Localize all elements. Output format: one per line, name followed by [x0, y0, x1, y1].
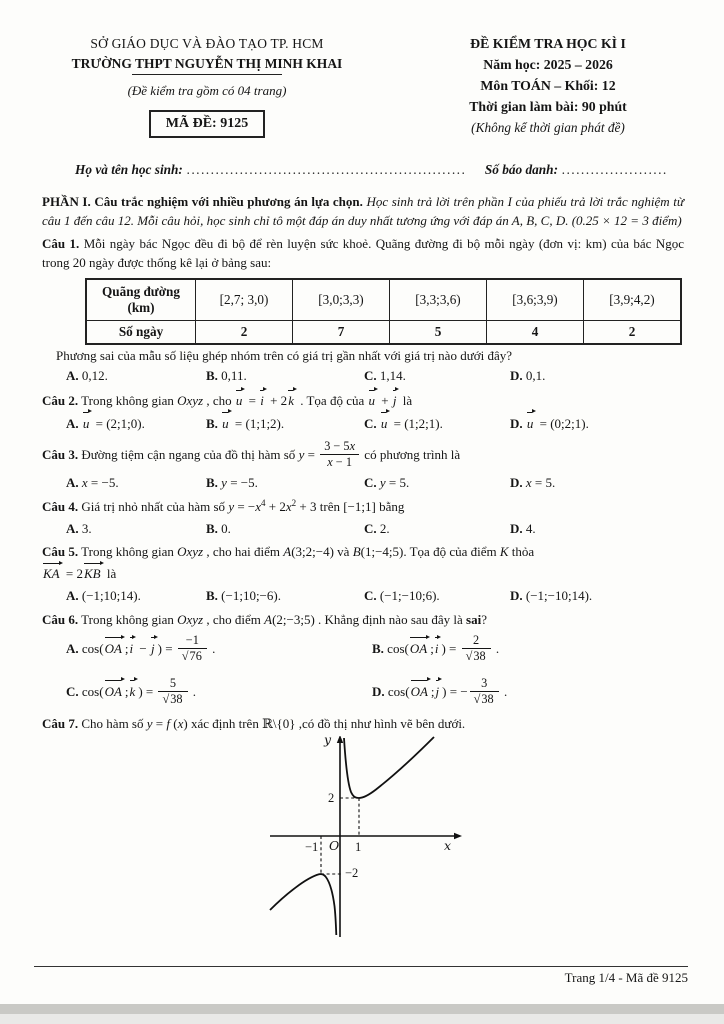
question-3-options [66, 473, 684, 493]
question-7 [42, 715, 684, 734]
option-text: 1,14. [376, 368, 406, 384]
math-text: y [298, 446, 305, 462]
option-text: 0,1. [522, 368, 546, 384]
question-6-label: Câu 6. [42, 611, 79, 627]
option-d [510, 519, 684, 539]
vector-symbol: u [526, 413, 537, 434]
question-5-options [66, 586, 684, 606]
option-text: u = (1;1;2). [218, 416, 284, 431]
option-text: cos(OA ;j ) = − $\frac{3}{√38}$ . [384, 675, 508, 706]
option-a [66, 473, 206, 493]
option-key: B. [206, 520, 218, 536]
part1-title: PHẦN I. Câu trắc nghiệm với nhiều phương án lựa chọn. [42, 194, 363, 210]
option-text: cos(OA ;i − j ) = $\frac{-1}{√76}$ . [78, 633, 216, 664]
question-4-label: Câu 4. [42, 499, 79, 515]
fraction: $\frac{-1}{√76}$ [178, 634, 207, 664]
option-d [510, 473, 684, 493]
table-data-cell: 4 [487, 321, 584, 345]
vector-symbol: OA [104, 638, 125, 659]
student-name-label: Họ và tên học sinh: [75, 162, 183, 178]
vector-symbol: j [392, 391, 400, 411]
question-5-stem-line2: KA = 2KB là [42, 564, 684, 584]
option-d [510, 586, 684, 606]
math-text: K [499, 544, 509, 560]
math-text: Oxyz [177, 544, 204, 560]
option-c [364, 413, 510, 434]
question-5-label: Câu 5. [42, 544, 79, 560]
question-4 [42, 497, 684, 517]
option-key: A. [66, 520, 79, 536]
function-graph [268, 732, 468, 939]
option-text: y = 5. [379, 474, 410, 490]
option-c [364, 519, 510, 539]
footer [34, 966, 688, 986]
table-header-cell: [3,0;3,3) [293, 279, 390, 321]
square-root: √38 [162, 691, 183, 706]
header-right [412, 34, 684, 138]
student-name-dots: .......................................................... [186, 162, 467, 178]
table-header-row [86, 279, 681, 321]
vector-symbol: OA [410, 681, 431, 702]
option-key: A. [66, 474, 79, 490]
question-7-stem: Cho hàm số y = f (x) xác định trên ℝ\{0} ,có đồ thị như hình vẽ bên dưới. [78, 716, 466, 732]
option-key: D. [510, 520, 523, 536]
square-root: √38 [473, 691, 494, 706]
question-2 [42, 391, 684, 411]
math-text: 2 [291, 498, 297, 509]
table-data-cell: 5 [390, 321, 487, 345]
vector-symbol: KA [42, 564, 63, 584]
option-text: 0,12. [78, 368, 108, 384]
option-text: y = −5. [221, 474, 258, 490]
student-line [75, 162, 682, 178]
math-text: A [283, 544, 292, 560]
option-b [206, 473, 364, 493]
option-a [66, 366, 206, 386]
question-3-stem: Đường tiệm cận ngang của đồ thị hàm số y = $\frac{3 - 5x}{x - 1}$ có phương trình là [78, 439, 461, 469]
fraction: $\frac{5}{√38}$ [158, 677, 187, 707]
option-key: B. [206, 588, 218, 604]
math-text: x [81, 474, 88, 490]
department-name: SỞ GIÁO DỤC VÀ ĐÀO TẠO TP. HCM [90, 36, 324, 51]
option-text: (−1;10;14). [78, 588, 141, 604]
question-1-options [66, 366, 684, 386]
option-text: 0,11. [217, 368, 247, 384]
vector-symbol: i [259, 391, 267, 411]
question-1-table [85, 278, 682, 345]
question-1-stem: Mỗi ngày bác Ngọc đều đi bộ để rèn luyện sức khoẻ. Quãng đường đi bộ mỗi ngày (đơn vị: km) của bác Ngọc trong 20 ngày được thống kê lại ở bảng sau: [42, 236, 684, 271]
option-b [206, 413, 364, 434]
math-text: x [285, 499, 292, 515]
header [42, 34, 684, 138]
option-b [206, 366, 364, 386]
math-text: x [327, 454, 333, 469]
y-tick-neg2: −2 [345, 866, 359, 881]
option-key: A. [66, 368, 79, 384]
exam-title: ĐỀ KIỂM TRA HỌC KÌ I [470, 36, 626, 51]
option-key: A. [66, 588, 79, 604]
vector-symbol: j [150, 638, 158, 659]
question-7-label: Câu 7. [42, 716, 79, 732]
question-2-label: Câu 2. [42, 392, 79, 408]
option-text: 4. [522, 520, 536, 536]
question-3-label: Câu 3. [42, 446, 79, 462]
vector-symbol: u [82, 413, 93, 434]
question-1 [42, 235, 684, 273]
table-header-cell: [3,3;3,6) [390, 279, 487, 321]
header-left [42, 34, 372, 138]
option-key: D. [510, 474, 523, 490]
math-text: x [349, 439, 356, 454]
option-text: cos(OA ;i ) = $\frac{2}{√38}$ . [383, 633, 500, 664]
vector-symbol: u [368, 391, 379, 411]
page-number: Trang 1/4 - Mã đề 9125 [564, 970, 688, 985]
option-text: (−1;10;−6). [217, 588, 281, 604]
pages-note: (Đề kiểm tra gồm có 04 trang) [127, 83, 287, 99]
option-key: C. [364, 520, 377, 536]
math-text: y [146, 716, 153, 732]
option-key: C. [364, 474, 377, 490]
option-key: B. [206, 415, 218, 431]
math-text: A [264, 611, 273, 627]
math-text: 4 [261, 498, 266, 509]
vector-symbol: u [235, 391, 246, 411]
y-axis-label: y [324, 732, 332, 748]
origin-label: O [329, 838, 340, 854]
table-data-cell: Số ngày [86, 321, 196, 345]
part1-intro [42, 192, 684, 230]
graph-canvas [268, 732, 468, 939]
option-text: cos(OA ;k ) = $\frac{5}{√38}$ . [78, 675, 197, 706]
table-header-cell: [3,9;4,2) [584, 279, 682, 321]
option-a [66, 519, 206, 539]
question-6 [42, 611, 684, 630]
part1-instructions: Học sinh trả lời trên phần I của phiếu trả lời trắc nghiệm từ câu 1 đến câu 12. Mỗi câu hỏi, học sinh chỉ tô một đáp án duy nhất tương ứng với đáp án A, B, C, D. (0.25 × 12 = 3 điểm) [42, 194, 684, 229]
question-4-options [66, 519, 684, 539]
option-b [206, 519, 364, 539]
square-root: √38 [465, 649, 486, 664]
option-text: x = −5. [81, 474, 119, 490]
option-key: C. [66, 683, 79, 699]
vector-symbol: u [221, 413, 232, 434]
option-text: 3. [78, 520, 92, 536]
math-text: B [352, 544, 361, 560]
math-text: sai [466, 611, 482, 627]
student-id-label: Số báo danh: [484, 162, 558, 178]
vector-symbol: i [434, 638, 442, 659]
option-key: C. [364, 415, 377, 431]
option-d [510, 413, 684, 434]
exam-code-box: MÃ ĐỀ: 9125 [149, 110, 265, 138]
student-id-dots: ...................... [562, 162, 669, 178]
x-tick-1: 1 [355, 840, 362, 855]
table-header-cell: [3,6;3,9) [487, 279, 584, 321]
table-data-cell: 7 [293, 321, 390, 345]
duration: Thời gian làm bài: 90 phút [469, 98, 627, 114]
option-text: (−1;−10;6). [376, 588, 440, 604]
question-5 [42, 543, 684, 562]
option-key: D. [510, 368, 523, 384]
option-text: u = (0;2;1). [523, 416, 589, 431]
option-key: A. [66, 641, 79, 657]
fraction: $\frac{3 - 5x}{x - 1}$ [320, 440, 359, 470]
duration-note: (Không kể thời gian phát đề) [471, 119, 625, 135]
question-4-stem: Giá trị nhỏ nhất của hàm số $y = -x^4 + 2x^2 + 3$ trên [−1;1] bằng [78, 498, 405, 515]
vector-symbol: k [129, 681, 139, 702]
vector-symbol: i [129, 638, 137, 659]
option-b [372, 635, 684, 665]
option-key: B. [372, 641, 384, 657]
table-data-row [86, 321, 681, 345]
option-key: D. [510, 588, 523, 604]
math-text: Oxyz [177, 392, 204, 408]
option-d [372, 675, 684, 708]
fraction: $\frac{2}{√38}$ [462, 634, 491, 664]
math-text: Oxyz [177, 611, 204, 627]
question-1-label: Câu 1. [42, 236, 80, 252]
option-key: C. [364, 588, 377, 604]
vector-symbol: j [435, 681, 443, 702]
option-c [364, 366, 510, 386]
math-text: f [166, 716, 170, 732]
question-2-stem: Trong không gian Oxyz , cho u = i + 2k . Tọa độ của u + j là [78, 393, 412, 408]
school-name: TRƯỜNG THPT NGUYỄN THỊ MINH KHAI [71, 55, 343, 71]
vector-symbol: k [287, 391, 297, 411]
vector-symbol: KB [83, 564, 104, 584]
option-key: D. [372, 683, 385, 699]
option-key: C. [364, 368, 377, 384]
option-a [66, 586, 206, 606]
question-6-stem: Trong không gian Oxyz , cho điểm A(2;−3;5) . Khẳng định nào sau đây là sai? [78, 611, 487, 627]
table-header-cell: Quãng đường (km) [86, 279, 196, 321]
subject-grade: Môn TOÁN – Khối: 12 [480, 77, 616, 93]
x-axis-label: x [444, 838, 452, 854]
school-year: Năm học: 2025 – 2026 [483, 56, 613, 72]
question-3 [42, 441, 684, 471]
option-c [66, 675, 372, 708]
math-text: y [221, 474, 227, 490]
option-text: x = 5. [525, 474, 556, 490]
y-tick-2: 2 [328, 791, 335, 806]
math-text: x [177, 716, 184, 732]
school-underline [132, 74, 282, 75]
option-text: (−1;−10;14). [522, 588, 593, 604]
option-key: A. [66, 415, 79, 431]
option-text: 0. [217, 520, 231, 536]
question-1-subquestion: Phương sai của mẫu số liệu ghép nhóm trên có giá trị gần nhất với giá trị nào dưới đây? [56, 348, 513, 364]
option-c [364, 473, 510, 493]
question-5-stem: Trong không gian Oxyz , cho hai điểm A(3;2;−4) và B(1;−4;5). Tọa độ của điểm K thỏa [78, 544, 535, 560]
x-tick-neg1: −1 [305, 840, 319, 855]
math-text: x [525, 474, 532, 490]
table-header-cell: [2,7; 3,0) [196, 279, 293, 321]
math-text: y [228, 499, 235, 515]
question-6-options [66, 635, 684, 707]
option-b [206, 586, 364, 606]
option-d [510, 366, 684, 386]
fraction: $\frac{3}{√38}$ [470, 677, 499, 707]
square-root: √76 [181, 649, 202, 664]
scan-edge [0, 1004, 724, 1014]
math-text: x [255, 499, 262, 515]
table-data-cell: 2 [196, 321, 293, 345]
option-a [66, 635, 372, 665]
option-text: u = (2;1;0). [79, 416, 145, 431]
vector-symbol: OA [104, 681, 125, 702]
option-text: 2. [376, 520, 390, 536]
vector-symbol: OA [409, 638, 430, 659]
question-2-options [66, 413, 684, 434]
vector-symbol: u [380, 413, 391, 434]
math-text: y [379, 474, 386, 490]
option-key: B. [206, 368, 218, 384]
option-key: D. [510, 415, 523, 431]
table-data-cell: 2 [584, 321, 682, 345]
option-c [364, 586, 510, 606]
option-key: B. [206, 474, 218, 490]
option-text: u = (1;2;1). [377, 416, 443, 431]
option-a [66, 413, 206, 434]
